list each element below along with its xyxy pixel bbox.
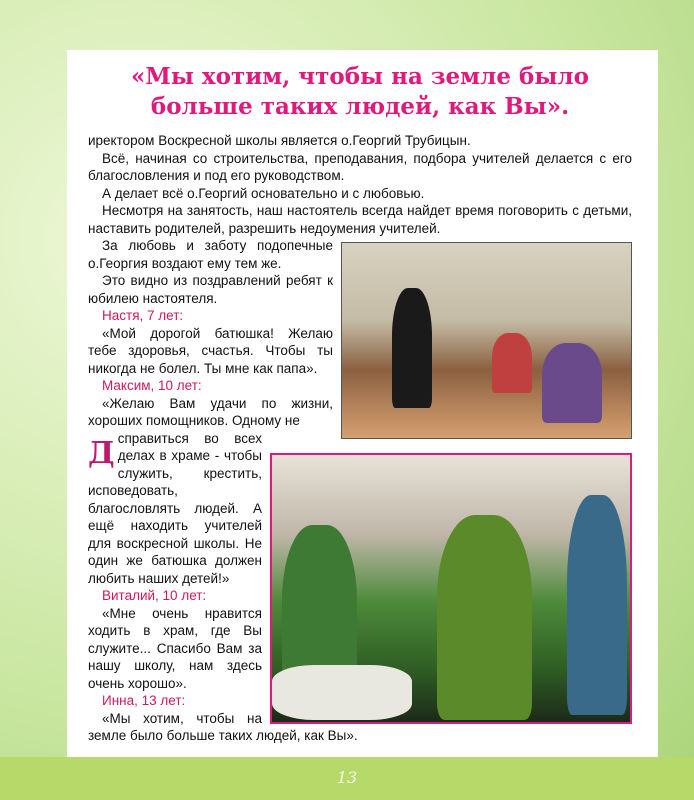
greeting-name: Настя, 7 лет: [102,308,184,323]
greeting-text: «Мы хотим, чтобы на земле было больше таких людей, как Вы». [88,710,358,743]
church-photo [270,453,632,724]
page-content [88,62,632,745]
greeting-text: справиться во всех делах в храме - чтобы служить, крестить, исповедовать, благословлять людей. А ещё находить учителей для воскресной школы. Не один же батюшка должен любить наших детей!» [88,430,262,586]
intro-p2: Всё, начиная со строительства, преподавания, подбора учителей делается с его благословления и под его руководством. [88,150,632,183]
greeting-text: «Желаю Вам удачи по жизни, хороших помощников. Одному не [88,395,333,428]
greeting-text: «Мне очень нравится ходить в храм, где Вы служите... Спасибо Вам за нашу школу, нам здесь очень хорошо». [88,605,262,691]
drop-cap: Д [88,436,115,471]
intro-p4: Несмотря на занятость, наш настоятель всегда найдет время поговорить с детьми, наставить родителей, разрешить недоумения учителей. [88,203,632,236]
intro-p3: А делает всё о.Георгий основательно и с любовью. [102,185,425,201]
greeting-name: Инна, 13 лет: [102,693,186,708]
col-p5: За любовь и заботу подопечные о.Георгия воздают ему тем же. [88,238,333,271]
greeting-name: Максим, 10 лет: [102,378,202,393]
page-number: 13 [336,768,358,787]
col-p6: Это видно из поздравлений ребят к юбилею настоятеля. [88,273,333,306]
greeting-text: «Мой дорогой батюшка! Желаю тебе здоровья, счастья. Чтобы ты никогда не болел. Ты мне как папа». [88,325,333,376]
classroom-photo [341,242,632,439]
greeting-name: Виталий, 10 лет: [102,588,207,603]
intro-p1: иректором Воскресной школы является о.Георгий Трубицын. [88,133,471,148]
page-title: «Мы хотим, чтобы на земле было больше таких людей, как Вы». [131,63,589,120]
